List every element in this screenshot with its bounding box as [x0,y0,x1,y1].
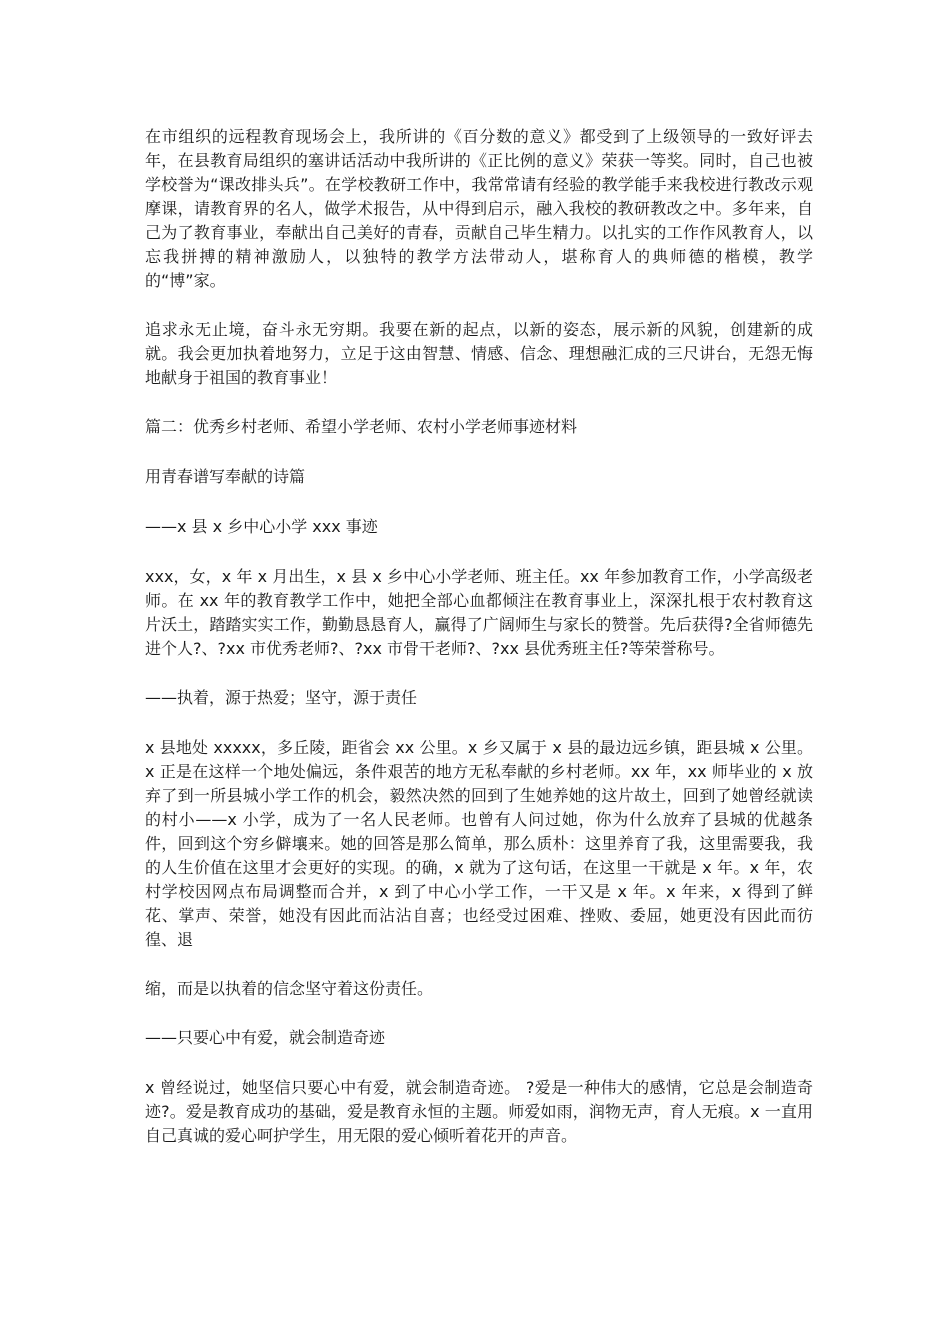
section-heading: 篇二：优秀乡村老师、希望小学老师、农村小学老师事迹材料 [145,417,578,436]
article-title: 用青春谱写奉献的诗篇 [145,467,306,486]
paragraph-continuation: 缩，而是以执着的信念坚守着这份责任。 [145,979,434,998]
paragraph-teaching-achievements: 在市组织的远程教育现场会上，我所讲的《百分数的意义》都受到了上级领导的一致好评去年，在县教育局组织的塞讲话活动中我所讲的《正比例的意义》荣获一等奖。同时，自己也被学校誉为“课改排头兵”。在学校教研工作中，我常常请有经验的教学能手来我校进行教改示观摩课，请教育界的名人，做学术报告，从中得到启示，融入我校的教研教改之中。多年来，自己为了教育事业，奉献出自己美好的青春，贡献自己毕生精力。以扎实的工作作风教育人，以忘我拼搏的精神激励人，以独特的教学方法带动人，堪称育人的典师德的楷模，教学的“博”家。 [145,127,813,290]
paragraph-profile: xxx，女，x 年 x 月出生，x 县 x 乡中心小学老师、班主任。xx 年参加教育工作，小学高级老师。在 xx 年的教育教学工作中，她把全部心血都倾注在教育事业上，深深扎根于农村教育这片沃土，踏踏实实工作，勤勤恳恳育人，赢得了广阔师生与家长的赞誉。先后获得?全省师德先进个人?、?xx 市优秀老师?、?xx 市骨干老师?、?xx 县优秀班主任?等荣誉称号。 [145,567,813,658]
document-page [145,125,813,1173]
article-subtitle: ——x 县 x 乡中心小学 xxx 事迹 [145,517,378,536]
subsection-heading-love: ——只要心中有爱，就会制造奇迹 [145,1028,386,1047]
subsection-heading-dedication: ——执着，源于热爱；坚守，源于责任 [145,688,418,707]
paragraph-hometown: x 县地处 xxxxx，多丘陵，距省会 xx 公里。x 乡又属于 x 县的最边远乡镇，距县城 x 公里。x 正是在这样一个地处偏远，条件艰苦的地方无私奉献的乡村老师。xx 年，xx 师毕业的 x 放弃了到一所县城小学工作的机会，毅然决然的回到了生她养她的这片故土，回到了她曾经就读的村小——x 小学，成为了一名人民老师。也曾有人问过她，你为什么放弃了县城的优越条件，回到这个穷乡僻壤来。她的回答是那么简单，那么质朴：这里养育了我，这里需要我，我的人生价值在这里才会更好的实现。的确，x 就为了这句话，在这里一干就是 x 年。x 年，农村学校因网点布局调整而合并，x 到了中心小学工作，一干又是 x 年。x 年来，x 得到了鲜花、掌声、荣誉，她没有因此而沾沾自喜；也经受过困难、挫败、委屈，她更没有因此而彷徨、退 [145,738,813,949]
paragraph-love: x 曾经说过，她坚信只要心中有爱，就会制造奇迹。 ?爱是一种伟大的感情，它总是会制造奇迹?。爱是教育成功的基础，爱是教育永恒的主题。师爱如雨，润物无声，育人无痕。x 一直用自己真诚的爱心呵护学生，用无限的爱心倾听着花开的声音。 [145,1078,813,1145]
paragraph-pursuit: 追求永无止境，奋斗永无穷期。我要在新的起点，以新的姿态，展示新的风貌，创建新的成就。我会更加执着地努力，立足于这由智慧、情感、信念、理想融汇成的三尺讲台，无怨无悔地献身于祖国的教育事业！ [145,320,813,387]
